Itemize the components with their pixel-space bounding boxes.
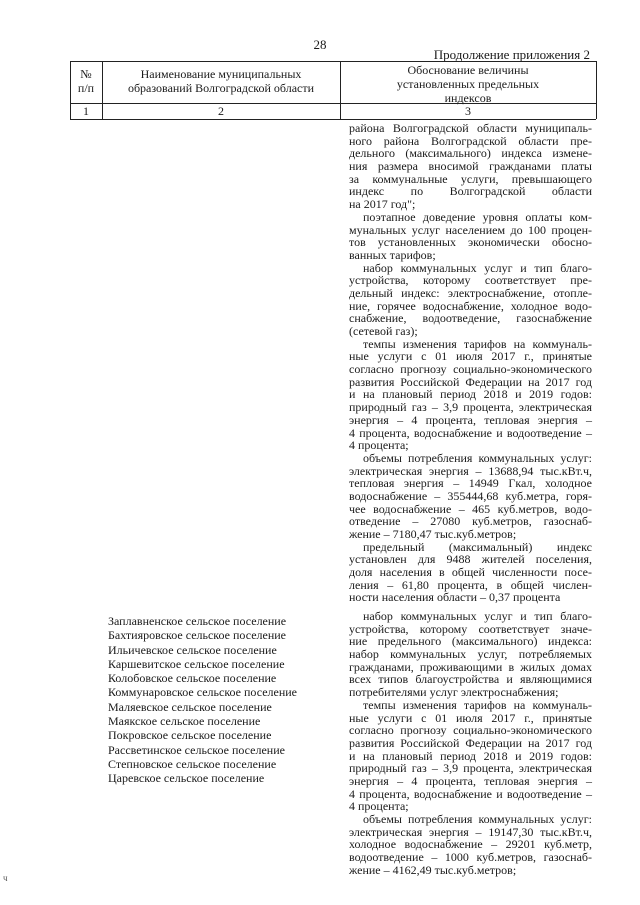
text-line: тепловая энергия – 14949 Гкал, холодное: [349, 476, 592, 491]
justification-block-1: [349, 122, 592, 604]
text-line: ния размера вносимой гражданами платы: [349, 159, 592, 174]
text-line: и на плановый период 2018 и 2019 годов:: [349, 387, 592, 402]
text-line: объемы потребления коммунальных услуг:: [363, 450, 592, 465]
settlement-name: Коммунаровское сельское поселение: [108, 685, 298, 700]
text-line: ности населения области – 0,37 процента: [349, 590, 561, 605]
table-numbers-border: [70, 119, 596, 120]
column-number-3: 3: [465, 104, 471, 118]
settlement-name: Каршевитское сельское поселение: [108, 656, 285, 671]
text-line: согласно прогнозу социально-экономического: [349, 723, 592, 738]
settlement-list: [108, 614, 297, 786]
settlement-name: Бахтияровское сельское поселение: [108, 628, 287, 643]
text-line: 4 процента;: [349, 438, 409, 453]
text-line: тов установленных экономически обосно-: [349, 235, 592, 250]
text-line: ние предельного (максимального) индекса:: [349, 634, 592, 649]
text-line: энергия – 4 процента, тепловая энергия –: [349, 773, 592, 788]
header-number-line: №: [80, 67, 92, 81]
text-line: установлен для 9488 жителей поселения,: [349, 552, 592, 567]
settlement-name: Ильичевское сельское поселение: [108, 642, 277, 657]
settlement-name: Заплавненское сельское поселение: [108, 614, 287, 628]
text-line: ные услуги с 01 июля 2017 г., принятые: [349, 710, 592, 725]
text-line: жение – 7180,47 тыс.куб.метров;: [349, 527, 517, 541]
text-line: жение – 4162,49 тыс.куб.метров;: [349, 862, 517, 877]
text-line: холодное водоснабжение – 29201 куб.метр,: [349, 837, 592, 852]
settlement-name: Рассветинское сельское поселение: [108, 742, 285, 757]
text-line: природный газ – 3,9 процента, электрическая: [349, 400, 592, 415]
column-number-1: 1: [83, 104, 89, 118]
text-line: поэтапное доведение уровня оплаты ком-: [363, 209, 592, 224]
justification-block-2: [349, 610, 592, 876]
text-line: темпы изменения тарифов на коммуналь-: [363, 697, 592, 712]
text-line: предельный (максимальный) индекс: [363, 539, 592, 554]
text-line: 4 процента, водоснабжение и водоотведение –: [349, 425, 592, 440]
settlement-name: Степновское сельское поселение: [108, 756, 277, 771]
column-number-2: 2: [218, 104, 224, 118]
text-line: отведение – 27080 куб.метров, газоснаб-: [349, 514, 592, 529]
text-line: темпы изменения тарифов на коммуналь-: [363, 336, 592, 351]
settlement-name: Покровское сельское поселение: [108, 728, 272, 743]
margin-mark: ч: [3, 873, 8, 883]
table-right-border: [596, 61, 597, 119]
continuation-label: Продолжение приложения 2: [433, 47, 590, 62]
text-line: водоотведение – 1000 куб.метров, газоснаб-: [349, 850, 592, 865]
text-line: набор коммунальных услуг и тип благо-: [363, 609, 592, 623]
text-line: 4 процента;: [349, 799, 409, 814]
text-line: доля населения в общей численности посе-: [349, 565, 592, 580]
header-justification: [340, 63, 596, 105]
text-line: водоснабжение – 355444,68 куб.метра, горя-: [349, 488, 592, 503]
text-line: электрическая энергия – 19147,30 тыс.кВт.ч,: [349, 824, 592, 839]
text-line: ванных тарифов;: [349, 247, 436, 262]
page-number: 28: [313, 37, 327, 52]
text-line: набор коммунальных услуг и тип благо-: [363, 260, 592, 275]
text-line: чее водоснабжение – 465 куб.метров, водо-: [349, 501, 592, 516]
settlement-name: Царевское сельское поселение: [108, 771, 265, 786]
header-justification-line: Обоснование величины: [407, 63, 529, 77]
text-line: природный газ – 3,9 процента, электрическая: [349, 761, 592, 776]
text-line: района Волгоградской области муниципаль-: [349, 121, 592, 135]
header-justification-line: установленных предельных: [396, 77, 540, 91]
text-line: (сетевой газ);: [349, 324, 418, 338]
text-line: объемы потребления коммунальных услуг:: [363, 812, 592, 826]
text-line: всех типов благоустройства и являющимися: [349, 672, 592, 687]
text-line: согласно прогнозу социально-экономического: [349, 362, 592, 377]
text-line: развития Российской Федерации на 2017 год: [349, 374, 592, 389]
text-line: развития Российской Федерации на 2017 год: [349, 735, 592, 750]
settlement-name: Маляевское сельское поселение: [108, 699, 272, 714]
settlement-name: Маякское сельское поселение: [108, 714, 261, 729]
table-top-border: [70, 61, 596, 62]
text-line: ления – 61,80 процента, в общей числен-: [349, 577, 592, 592]
text-line: электрическая энергия – 13688,94 тыс.кВт.ч,: [349, 463, 592, 478]
text-line: индекс по Волгоградской области: [349, 184, 592, 199]
header-municipality-line: Наименование муниципальных: [140, 67, 302, 81]
text-line: снабжение, водоотведение, газоснабжение: [349, 311, 592, 326]
text-line: устройства, которому соответствует значе-: [349, 621, 592, 636]
text-line: ные услуги с 01 июля 2017 г., принятые: [349, 349, 592, 364]
text-line: потребителями услуг электроснабжения;: [349, 685, 559, 700]
text-line: на 2017 год";: [349, 197, 416, 212]
text-line: и на плановый период 2018 и 2019 годов:: [349, 748, 592, 763]
header-municipality-line: образований Волгоградской области: [127, 81, 315, 95]
header-number: [70, 67, 102, 95]
text-line: дельного (максимального) индекса измене-: [349, 146, 592, 161]
text-line: гражданами, проживающими в жилых домах: [349, 659, 592, 674]
text-line: за коммунальные услуги, превышающего: [349, 171, 592, 186]
header-municipality: [102, 67, 340, 95]
text-line: 4 процента, водоснабжение и водоотведение –: [349, 786, 592, 801]
text-line: энергия – 4 процента, тепловая энергия –: [349, 412, 592, 427]
text-line: устройства, которому соответствует пре-: [349, 273, 592, 288]
text-line: ного района Волгоградской области пре-: [349, 133, 592, 148]
text-line: набор коммунальных услуг, потребляемых: [349, 647, 592, 662]
settlement-name: Колобовское сельское поселение: [108, 671, 277, 686]
header-justification-line: индексов: [444, 91, 492, 105]
header-number-line: п/п: [77, 81, 95, 95]
text-line: ние, горячее водоснабжение, холодное водо-: [349, 298, 592, 313]
text-line: дельный индекс: электроснабжение, отопле-: [349, 285, 592, 300]
text-line: мунальных услуг населением до 100 процен-: [349, 222, 592, 237]
